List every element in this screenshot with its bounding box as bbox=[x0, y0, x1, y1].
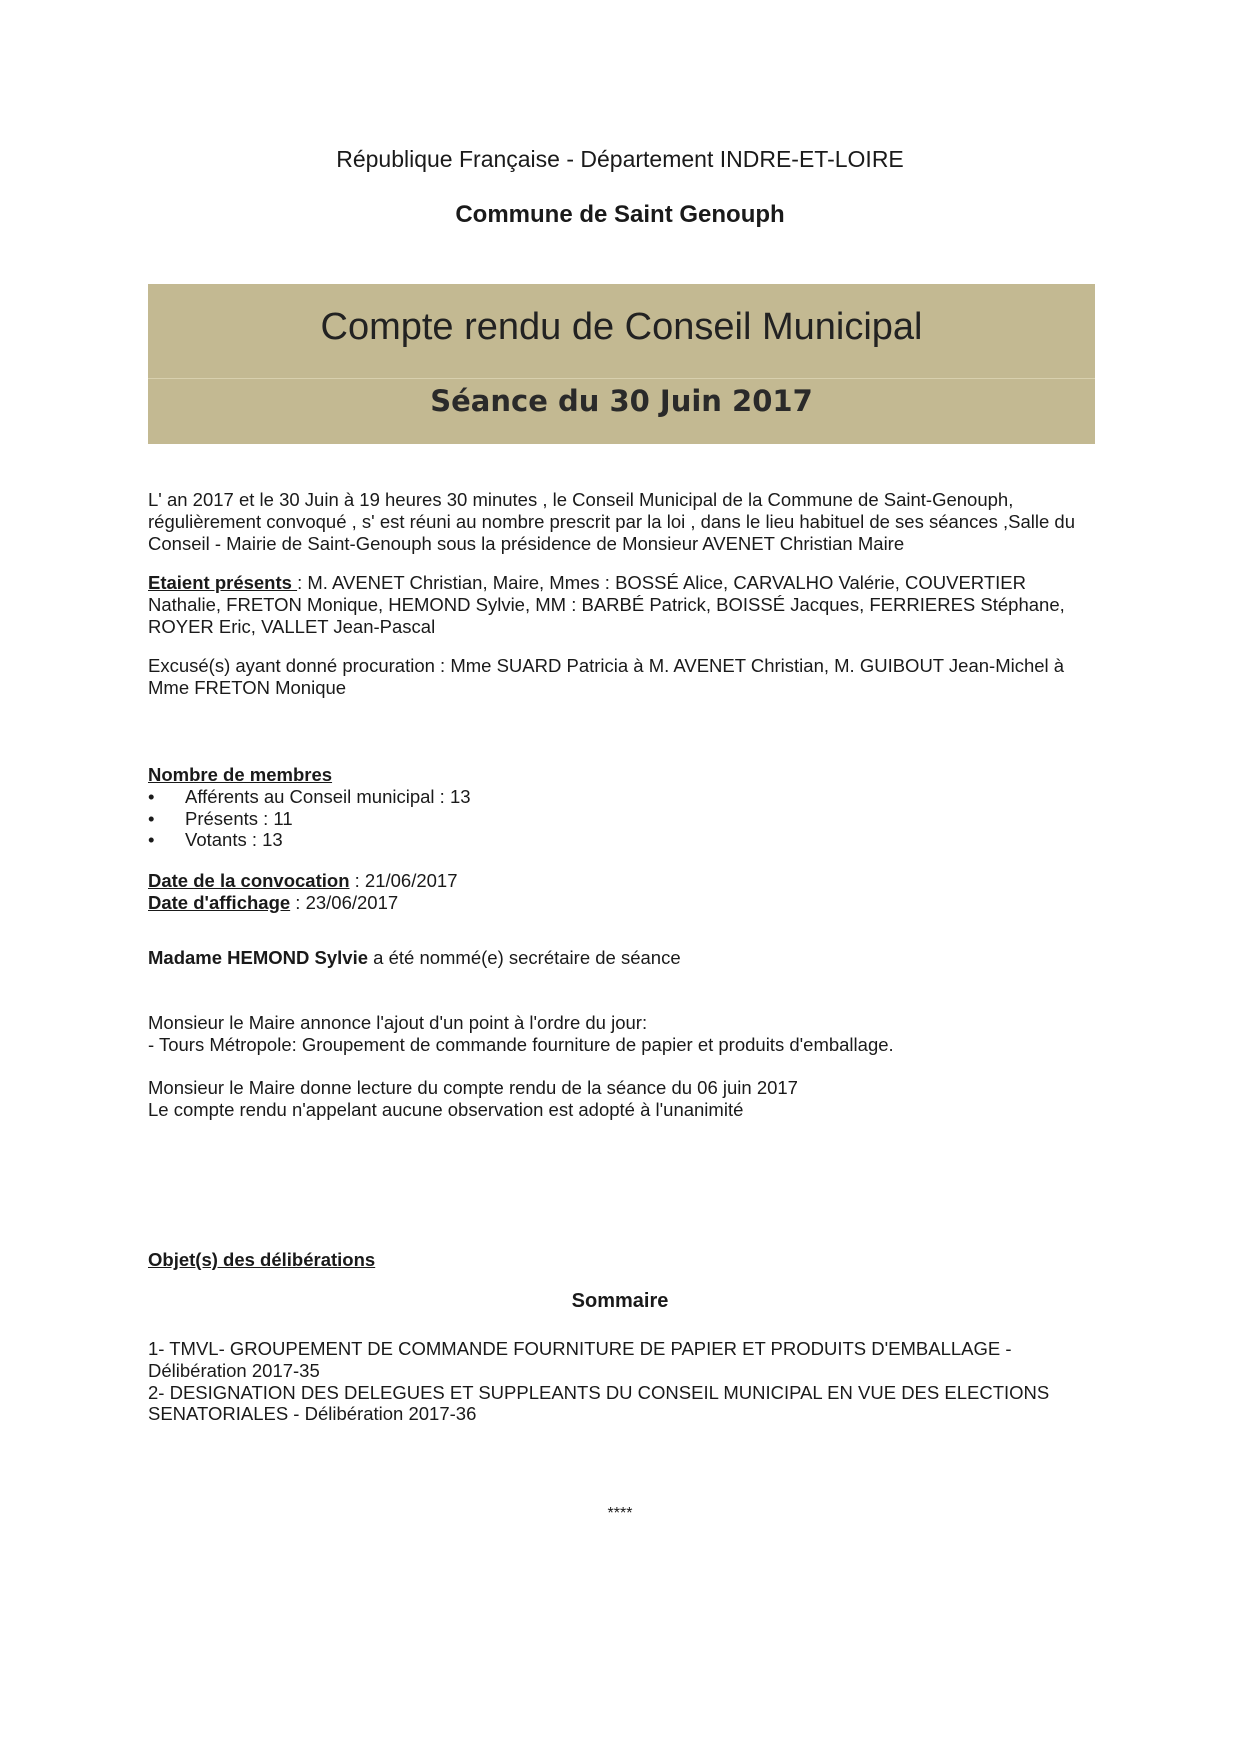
banner-subtitle: Séance du 30 Juin 2017 bbox=[430, 384, 813, 418]
secretaire-line bbox=[148, 947, 1095, 969]
header-republique: République Française - Département INDRE-ET-LOIRE bbox=[336, 146, 904, 172]
convocation-line bbox=[148, 870, 1095, 892]
membres-list bbox=[148, 786, 1095, 851]
annonce-section bbox=[148, 1012, 1095, 1056]
title-banner bbox=[148, 284, 1095, 444]
affichage-label: Date d'affichage bbox=[148, 891, 291, 913]
sommaire-list bbox=[148, 1338, 1095, 1425]
lecture-line: Monsieur le Maire donne lecture du compte rendu de la séance du 06 juin 2017 bbox=[148, 1077, 798, 1098]
membres-section bbox=[148, 764, 1095, 851]
presents-list: : M. AVENET Christian, Maire, Mmes : BOSSÉ Alice, CARVALHO Valérie, COUVERTIER Nathalie, FRETON Monique, HEMOND Sylvie, MM : BARBÉ Patrick, BOISSÉ Jacques, FERRIERES Stéphane, ROYER Eric, VALLET Jean-Pascal bbox=[148, 572, 1065, 637]
annonce-line: Monsieur le Maire annonce l'ajout d'un point à l'ordre du jour: bbox=[148, 1012, 648, 1033]
objets-label: Objet(s) des délibérations bbox=[148, 1249, 376, 1270]
secretaire-text: a été nommé(e) secrétaire de séance bbox=[368, 947, 681, 968]
list-item: • Votants : 13 bbox=[148, 829, 1095, 851]
list-item: • Présents : 11 bbox=[148, 808, 1095, 830]
header-commune: Commune de Saint Genouph bbox=[455, 201, 785, 228]
lecture-section bbox=[148, 1077, 1095, 1121]
sommaire-title: Sommaire bbox=[571, 1290, 669, 1312]
intro-paragraph: L' an 2017 et le 30 Juin à 19 heures 30 minutes , le Conseil Municipal de la Commune de Saint-Genouph, régulièrement convoqué , s' est réuni au nombre prescrit par la loi , dans le lieu habituel de ses séances ,Salle du Conseil - Mairie de Saint-Genouph sous la présidence de Monsieur AVENET Christian Maire bbox=[148, 489, 1076, 554]
objets-section bbox=[148, 1249, 1095, 1271]
convocation-value: : 21/06/2017 bbox=[349, 870, 458, 891]
presents-paragraph bbox=[148, 572, 1095, 637]
sommaire-item: 1- TMVL- GROUPEMENT DE COMMANDE FOURNITURE DE PAPIER ET PRODUITS D'EMBALLAGE - Délibération 2017-35 bbox=[148, 1338, 1012, 1381]
annonce-point: - Tours Métropole: Groupement de commande fourniture de papier et produits d'emballage. bbox=[148, 1033, 894, 1055]
adoption-line: Le compte rendu n'appelant aucune observation est adopté à l'unanimité bbox=[148, 1098, 744, 1120]
secretaire-name: Madame HEMOND Sylvie bbox=[148, 947, 369, 968]
membres-label: Nombre de membres bbox=[148, 764, 333, 785]
list-item: • Afférents au Conseil municipal : 13 bbox=[148, 786, 1095, 808]
presents-label: Etaient présents bbox=[148, 572, 298, 593]
convocation-label: Date de la convocation bbox=[148, 870, 350, 891]
dates-section bbox=[148, 870, 1095, 914]
affichage-line bbox=[148, 892, 1095, 914]
banner-divider bbox=[148, 378, 1095, 379]
banner-title: Compte rendu de Conseil Municipal bbox=[320, 306, 923, 348]
footer-separator: **** bbox=[607, 1505, 633, 1522]
excuses-paragraph: Excusé(s) ayant donné procuration : Mme SUARD Patricia à M. AVENET Christian, M. GUIBOUT Jean-Michel à Mme FRETON Monique bbox=[148, 655, 1065, 698]
sommaire-item: 2- DESIGNATION DES DELEGUES ET SUPPLEANTS DU CONSEIL MUNICIPAL EN VUE DES ELECTIONS SENATORIALES - Délibération 2017-36 bbox=[148, 1381, 1050, 1425]
affichage-value: : 23/06/2017 bbox=[290, 891, 399, 913]
